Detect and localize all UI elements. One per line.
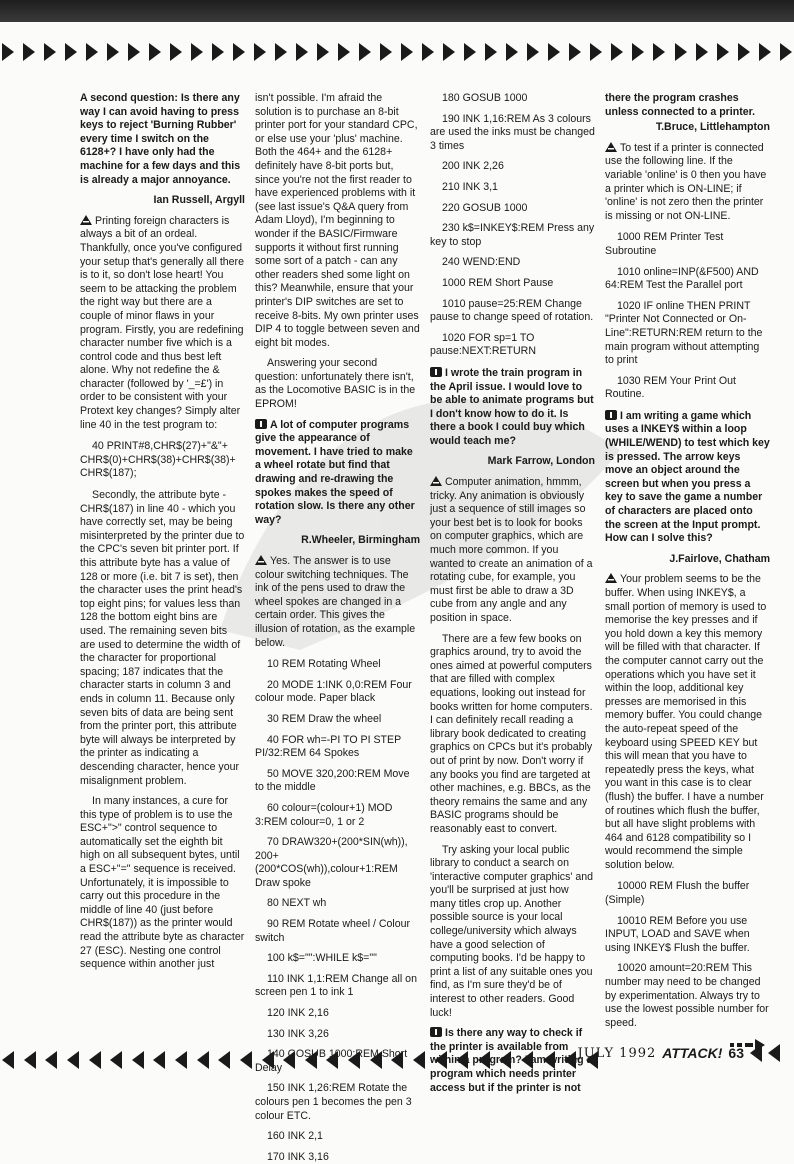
code-line: 30 REM Draw the wheel [267,712,382,725]
signature: Ian Russell, Argyll [153,194,245,207]
arrow-left-icon [370,1051,382,1069]
question-text: there the program crashes unless connected to a printer. [605,92,756,118]
answer-body: To test if a printer is connected use the following line. If the variable 'online' is 0 then you have a printer which is ON-LINE; if 'online' is not zero then the printer is missing or not ON-LINE. [605,141,767,222]
code-line: 1020 FOR sp=1 TO pause:NEXT:RETURN [430,331,536,358]
arrow-right-icon [23,43,35,61]
page-number: 63 [728,1045,744,1061]
answer-text [605,142,770,224]
arrow-right-icon [738,43,750,61]
code-line: 140 GOSUB 1000:REM Short Delay [255,1048,408,1074]
arrow-right-icon [296,43,308,61]
arrow-left-icon [283,1051,295,1069]
arrow-left-icon [750,1044,762,1062]
question-text [605,410,770,546]
answer-icon [605,573,617,583]
code-listing [255,658,420,1164]
arrow-right-icon [569,43,581,61]
code-line: 1010 online=INP(&F500) AND 64:REM Test the Parallel port [605,265,759,292]
arrow-left-icon [391,1051,403,1069]
arrow-right-icon [254,43,266,61]
question-body: Is there any way to check if the printer is available from within a program? I am writing a program which needs printer access but if the printer is not [430,1027,593,1094]
arrow-right-icon [170,43,182,61]
arrow-left-icon [305,1051,317,1069]
arrow-right-icon [717,43,729,61]
code-line: 100 k$="":WHILE k$="" [267,952,377,965]
paragraph: Secondly, the attribute byte - CHR$(187) in line 40 - which you have correctly set, may be being misinterpreted by the printer due to the CPC's seven bit printer port. If this attribute byte has a value of 128 or more (i.e. bit 7 is set), then the character uses the print head's top eight pins; for values less than 128 the bottom eight bins are used. The remaining seven bits are used to determine the width of the character for proportional spacing; 187 indicates that the character starts in column 3 and ends in column 11. Because only seven bits of data are being sent from the printer port, this attribute byte will always be interpreted by the printer as indicating a descending character, hence your misalignment problem. [80,489,245,787]
code-line: 1020 IF online THEN PRINT "Printer Not Connected or On-Line":RETURN:REM return to the main program without attempting to print [605,299,763,367]
code-line: 70 DRAW320+(200*SIN(wh)), 200+(200*COS(wh)),colour+1:REM Draw spoke [255,836,408,889]
arrow-left-icon [110,1051,122,1069]
arrow-left-icon [132,1051,144,1069]
code-line: 130 INK 3,26 [267,1027,329,1040]
arrow-right-icon [548,43,560,61]
question-text [255,419,420,528]
arrow-right-icon [65,43,77,61]
arrow-right-icon [338,43,350,61]
arrow-right-icon [44,43,56,61]
answer-text [80,215,245,433]
arrow-right-icon [422,43,434,61]
arrow-left-icon [521,1051,533,1069]
arrow-right-icon [380,43,392,61]
code-line: 90 REM Rotate wheel / Colour switch [255,918,411,944]
code-line: 210 INK 3,1 [442,180,498,193]
arrow-right-icon [653,43,665,61]
code-line: 150 INK 1,26:REM Rotate the colours pen 1 becomes the pen 3 colour ETC. [255,1082,412,1122]
arrow-right-icon [128,43,140,61]
column-1 [80,92,245,1042]
arrow-left-icon [197,1051,209,1069]
arrow-right-icon [759,43,771,61]
bottom-arrow-border [0,1046,600,1074]
arrow-right-icon [780,43,792,61]
answer-body: Printing foreign characters is always a bit of an ordeal. Thankfully, once you've configured your setup that's generally all there is to it, so don't lose heart! You seem to be attacking the problem the right way but there are a couple of minor flaws in your program. Firstly, you are redefining character number five which is a control code and thus best left alone. Why not redefine the & character (followed by '_=£') in order to be consistent with your Protext key changes? Simply alter line 40 in the test program to: [80,214,244,431]
arrow-right-icon [317,43,329,61]
arrow-left-icon [564,1051,576,1069]
code-line: 20 MODE 1:INK 0,0:REM Four colour mode. Paper black [255,678,412,705]
arrow-left-icon [240,1051,252,1069]
issue-date: JULY 1992 [577,1045,657,1061]
code-line: 170 INK 3,16 [267,1150,329,1163]
code-line: 190 INK 1,16:REM As 3 colours are used the inks must be changed 3 times [430,112,595,152]
arrow-right-icon [212,43,224,61]
column-4 [605,92,770,1042]
answer-text [605,573,770,872]
arrow-left-icon [153,1051,165,1069]
arrow-left-icon [413,1051,425,1069]
arrow-left-icon [2,1051,14,1069]
code-line: 1010 pause=25:REM Change pause to change speed of rotation. [430,297,594,324]
arrow-left-icon [67,1051,79,1069]
arrow-right-icon [401,43,413,61]
arrow-right-icon [675,43,687,61]
arrow-left-icon [478,1051,490,1069]
arrow-right-icon [506,43,518,61]
arrow-left-icon [499,1051,511,1069]
answer-icon [430,476,442,486]
arrow-right-icon [233,43,245,61]
arrow-right-icon [590,43,602,61]
question-text [430,367,595,449]
question-body: I am writing a game which uses a INKEY$ within a loop (WHILE/WEND) to test which key is pressed. The arrow keys move an object around the screen but when you press a key to save the game a number of characters are placed onto the screen at the Input prompt. How can I solve this? [605,409,770,545]
code-line: 10010 REM Before you use INPUT, LOAD and SAVE when using INKEY$ Flush the buffer. [605,914,750,954]
arrow-right-icon [611,43,623,61]
column-3 [430,92,595,1094]
code-line: 60 colour=(colour+1) MOD 3:REM colour=0, 1 or 2 [255,801,393,828]
answer-body: Yes. The answer is to use colour switching techniques. The ink of the pens used to draw the wheel spokes are changed in a certain order. This gives the illusion of rotation, as the example below. [255,555,416,649]
question-icon [430,367,442,377]
arrow-left-icon [456,1051,468,1069]
code-listing [605,231,770,402]
answer-icon [605,142,617,152]
arrow-left-icon [24,1051,36,1069]
code-line: 50 MOVE 320,200:REM Move to the middle [255,767,410,794]
arrow-right-icon [443,43,455,61]
code-line: 1000 REM Printer Test Subroutine [605,231,724,257]
paragraph: isn't possible. I'm afraid the solution is to purchase an 8-bit printer port for your standard CPC, or else use your 'plus' machine. Both the 464+ and the 6128+ definitely have 8-bit ports but, since you're not the first reader to have experienced problems with it (see last issue's Q&A query from Adam Lloyd), I'm beginning to wonder if the BASIC/Firmware supports it without first running some sort of a patch - can any other readers shed some light on this? Meanwhile, ensure that your printer's DIP switches are set to receive 8-bits. My own printer uses DIP 4 to toggle between seven and eight bit modes. [255,92,420,349]
arrow-right-icon [632,43,644,61]
arrow-right-icon [149,43,161,61]
code-listing [605,880,770,1030]
code-line: 240 WEND:END [442,256,521,269]
arrow-right-icon [359,43,371,61]
question-icon [605,410,617,420]
arrow-left-icon [262,1051,274,1069]
question-text: A second question: Is there any way I can avoid having to press keys to reject 'Burning Rubber' every time I switch on the 6128+? I have only had the machine for a few days and this is already a major annoyance. [80,92,241,186]
arrow-right-icon [2,43,14,61]
code-line: 1030 REM Your Print Out Routine. [605,374,736,401]
arrow-left-icon [326,1051,338,1069]
code-listing [80,440,245,481]
code-line: 10020 amount=20:REM This number may need to be changed by experimentation. Always try to use the lowest possible number for speed. [605,962,769,1029]
code-line: 10 REM Rotating Wheel [267,658,381,671]
code-line: 120 INK 2,16 [267,1007,329,1020]
magazine-name: ATTACK! [662,1045,723,1061]
arrow-right-icon [191,43,203,61]
code-listing [430,92,595,359]
arrow-left-icon [435,1051,447,1069]
arrow-left-icon [45,1051,57,1069]
signature: R.Wheeler, Birmingham [301,534,420,547]
paragraph: In many instances, a cure for this type of problem is to use the ESC+">" control sequence to automatically set the eighth bit high on all subsequent bytes, until a ESC+"=" sequence is received. Unfortunately, it is impossible to carry out this procedure in the middle of line 40 (just before CHR$(187)) as the printer would read the attribute byte as character 27 (ESC). Nesting one control sequence within another just [80,795,245,971]
column-2 [255,92,420,1163]
paragraph: There are a few few books on graphics around, try to avoid the ones aimed at powerful computers that are filled with complex equations, looking out instead for books written for home computers. I can definitely recall reading a library book dedicated to creating graphics on CPCs but it's probably out of print by now. Don't worry if any books you find are targeted at other machines, e.g. BBCs, as the theory remains the same and any BASIC programs should be reasonably east to convert. [430,632,593,835]
signature: J.Fairlove, Chatham [669,552,770,565]
code-line: 1000 REM Short Pause [442,276,554,289]
arrow-right-icon [275,43,287,61]
question-icon [430,1027,442,1037]
paragraph: Try asking your local public library to conduct a search on 'interactive computer graphics' and you'll be surprised at just how many titles crop up. Another possible source is your local college/university which always have a good selection of computing books. I'd be happy to print a list of any suitable ones you find, as I'm sure they'd be of interest to other readers. Good luck! [430,843,594,1019]
answer-body: Your problem seems to be the buffer. When using INKEY$, a small portion of memory is used to memorise the key presses and if you hold down a key this memory will be filled with that character. If the computer cannot carry out the operations which you have set it within the loop, additional key presses are memorised in this memory buffer. You could change the auto-repeat speed of the keyboard using SPEED KEY but this will mean that you have to repeatedly press the keys, what you want in this case is to clear (flush) the buffer. I have a number of routines which flush the buffer, but all have slight problems with 464 and 6128 compatibility so I would recommend the simple solution below. [605,573,767,871]
top-black-band [0,0,794,22]
arrow-left-icon [218,1051,230,1069]
code-line: 110 INK 1,1:REM Change all on screen pen 1 to ink 1 [255,972,417,999]
top-arrow-border [0,38,794,66]
code-line: 230 k$=INKEY$:REM Press any key to stop [430,222,595,248]
signature: T.Bruce, Littlehampton [655,121,770,134]
answer-text [430,476,595,626]
question-body: I wrote the train program in the April issue. I would love to be able to animate programs but I don't know how to do it. Is there a book I could buy which would teach me? [430,366,594,447]
arrow-right-icon [86,43,98,61]
arrow-left-icon [543,1051,555,1069]
arrow-left-icon [89,1051,101,1069]
answer-icon [255,555,267,565]
paragraph: Answering your second question: unfortunately there isn't, as the Locomotive BASIC is in the EPROM! [255,357,416,411]
code-line: 10000 REM Flush the buffer (Simple) [605,880,750,907]
answer-text [255,555,420,650]
arrow-right-icon [485,43,497,61]
arrow-left-icon [348,1051,360,1069]
answer-icon [80,215,92,225]
page-footer [578,1044,781,1062]
code-line: 200 INK 2,26 [442,160,504,173]
code-line: 180 GOSUB 1000 [442,92,528,104]
signature: Mark Farrow, London [487,455,595,468]
arrow-right-icon [464,43,476,61]
question-icon [255,419,267,429]
code-line: 160 INK 2,1 [267,1130,323,1143]
code-line: 80 NEXT wh [267,897,327,910]
answer-body: Computer animation, hmmm, tricky. Any animation is obviously just a sequence of still images so your best bet is to look for books on computer graphics, which are much more common. If you wanted to create an animation of a rotating cube, for example, you must first be able to draw a 3D cube from any angle and any position in space. [430,476,593,624]
code-line: 220 GOSUB 1000 [442,201,528,214]
arrow-right-icon [696,43,708,61]
arrow-right-icon [107,43,119,61]
arrow-left-icon [768,1044,780,1062]
arrow-right-icon [527,43,539,61]
question-body: A lot of computer programs give the appearance of movement. I have tried to make a wheel rotate but find that drawing and re-drawing the spokes makes the speed of rotation slow. Is there any other way? [255,418,415,526]
code-line: 40 FOR wh=-PI TO PI STEP PI/32:REM 64 Spokes [255,733,401,760]
arrow-left-icon [175,1051,187,1069]
code-line: 40 PRINT#8,CHR$(27)+"&"+ CHR$(0)+CHR$(38)+CHR$(38)+ CHR$(187); [80,440,236,480]
